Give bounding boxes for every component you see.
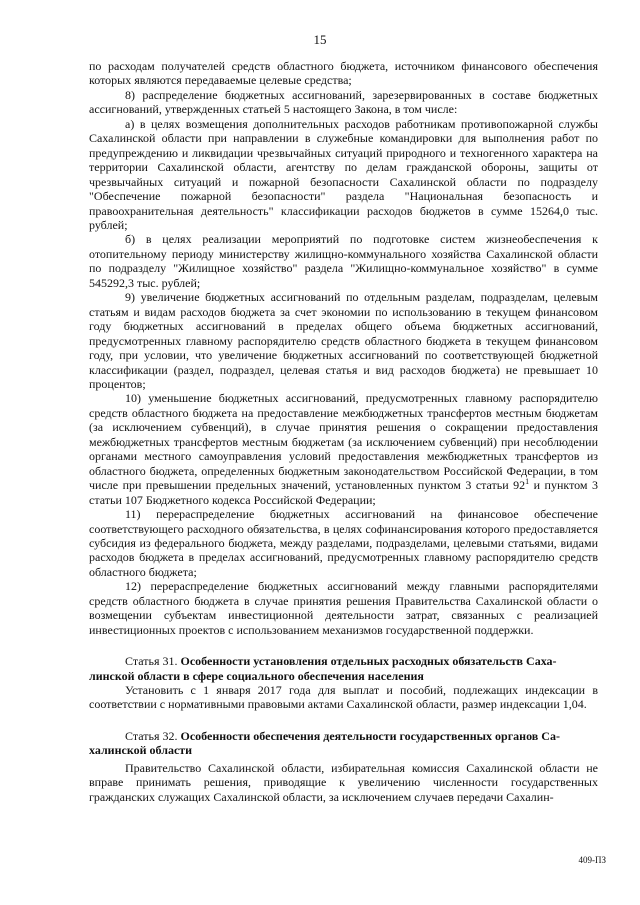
paragraph-item-12: 12) перераспределение бюджетных ассигнований между главными распорядителями средств областного бюджета в случае принятия решения Правительства Сахалинской области о возмещении субъектам инвестиционной деятельности затрат, связанных с реализацией инвестиционных проектов с использованием механизмов государственной поддержки. [89,579,598,637]
paragraph-item-9: 9) увеличение бюджетных ассигнований по отдельным разделам, подразделам, целевым статьям и видам расходов бюджета за счет экономии по использованию в текущем финансовом году бюджетных ассигнований в пределах общего объема бюджетных ассигнований, предусмотренных главному распорядителю средств областного бюджета в текущем финансовом году, при условии, что увеличение бюджетных ассигнований по соответствующей бюджетной классификации (раздел, подраздел, целевая статья и вид расходов бюджета) не превышает 10 процентов; [89,290,598,391]
article-32-label: Статья 32. [125,728,181,743]
paragraph-item-10-main: 10) уменьшение бюджетных ассигнований, предусмотренных главному распорядителю средств областного бюджета на предоставление межбюджетных трансфертов местным бюджетам (за исключением субвенций), в случае принятия решения о сокращении предоставления межбюджетных трансфертов местным бюджетам (за исключением субвенций) при несоблюдении органами местного самоуправления условий предоставления межбюджетных трансфертов из областного бюджета, определенных бюджетным законодательством Российской Федерации, в том числе при превышении предельных значений, установленных пунктом 3 статьи 92 [89,391,598,493]
paragraph-item-11: 11) перераспределение бюджетных ассигнований на финансовое обеспечение соответствующего расходного обязательства, в целях софинансирования которого предоставляется субсидия из федерального бюджета, между разделами, подразделами, целевыми статьями, видами расходов бюджета в пределах ассигнований, предусмотренных главному распорядителю средств областного бюджета; [89,507,598,579]
article-31-text: Установить с 1 января 2017 года для выплат и пособий, подлежащих индексации в соответствии с нормативными правовыми актами Сахалинской области, размер индексации 1,04. [89,683,598,712]
article-32-heading [89,729,598,743]
spacer [89,712,598,729]
paragraph-item-10 [89,391,598,507]
article-32-title-cont: халинской области [89,743,193,758]
page-number: 15 [313,32,327,47]
paragraph-item-8: 8) распределение бюджетных ассигнований, зарезервированных в составе бюджетных ассигнований, утвержденных статьей 5 настоящего Закона, в том числе: [89,87,598,117]
paragraph-continuation: по расходам получателей средств областного бюджета, источником финансового обеспечения которых являются передаваемые целевые средства; [89,59,598,88]
article-31-label: Статья 31. [125,654,181,669]
document-code: 409-ПЗ [578,855,606,865]
paragraph-item-10-tail: и пунктом 3 статьи 107 Бюджетного кодекса Российской Федерации; [89,478,598,507]
spacer [89,637,598,654]
paragraph-item-8a: а) в целях возмещения дополнительных расходов работникам противопожарной службы Сахалинской области при направлении в служебные командировки для выполнения работ по предупреждению и ликвидации чрезвычайных ситуаций природного и техногенного характера на территории Сахалинской области, агентству по делам гражданской обороны, защиты от чрезвычайных ситуаций и пожарной безопасности Сахалинской области по подразделу "Обеспечение пожарной безопасности" раздела "Национальная безопасность и правоохранительная деятельность" классификации расходов бюджетов в сумме 15264,0 тыс. рублей; [89,116,598,232]
paragraph-item-8b: б) в целях реализации мероприятий по подготовке систем жизнеобеспечения к отопительному периоду министерству жилищно-коммунального хозяйства Сахалинской области по подразделу "Жилищное хозяйство" раздела "Жилищно-коммунальное хозяйство" в сумме 545292,3 тыс. рублей; [89,232,598,290]
article-32-title: Особенности обеспечения деятельности государственных органов Са- [180,728,560,743]
article-31-heading [89,654,598,668]
document-body [89,59,598,804]
article-32-text: Правительство Сахалинской области, избирательная комиссия Сахалинской области не вправе принимать решения, приводящие к увеличению численности государственных гражданских служащих Сахалинской области, за исключением случаев передачи Сахалин- [89,760,598,804]
article-31-title: Особенности установления отдельных расходных обязательств Саха- [180,654,557,669]
article-31-title-cont: линской области в сфере социального обеспечения населения [89,668,424,683]
superscript-footnote: 1 [525,477,530,487]
